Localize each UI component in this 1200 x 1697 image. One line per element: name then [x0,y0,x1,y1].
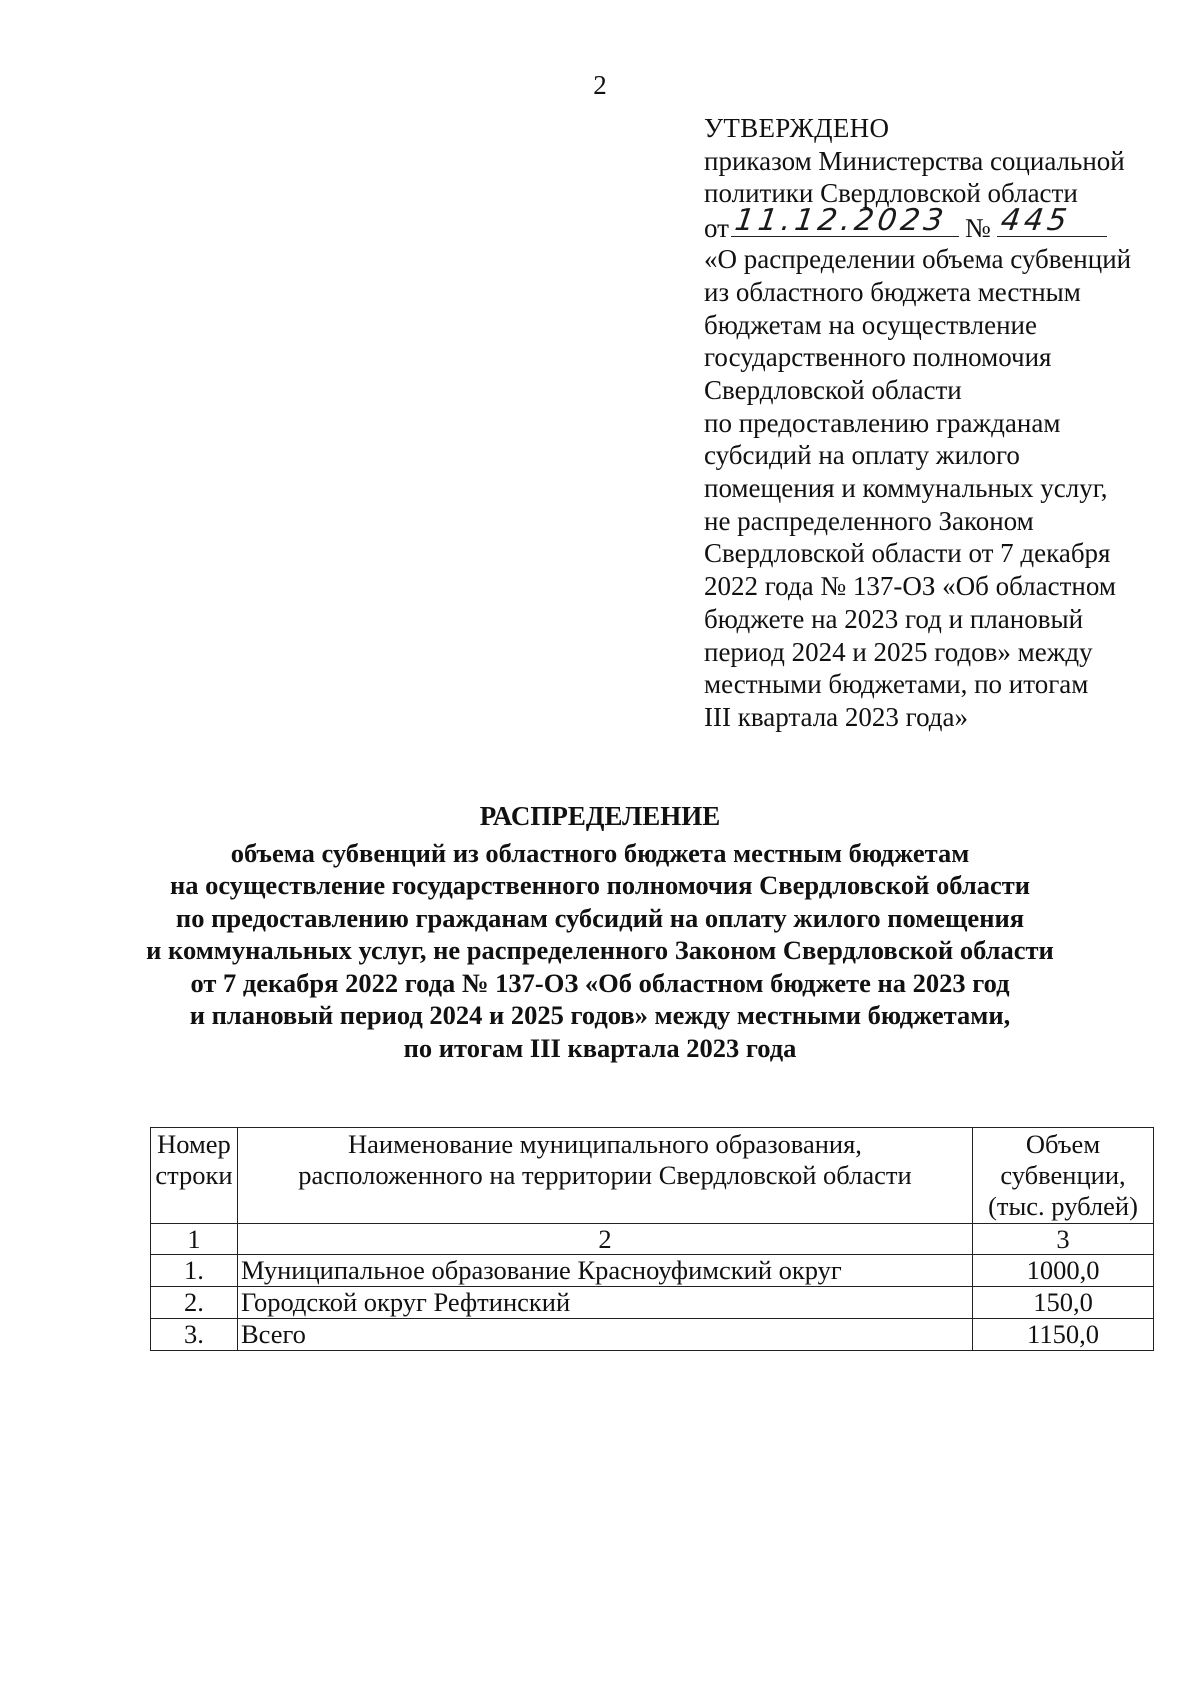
document-title [0,800,1200,1064]
order-number-field [997,203,1107,239]
title-line: по предоставлению гражданам субсидий на оплату жилого помещения [175,902,1025,933]
approval-line: из областного бюджета местным [704,276,1081,307]
title-line: и плановый период 2024 и 2025 годов» между местными бюджетами, [189,1000,1011,1030]
approval-line: субсидий на оплату жилого [704,440,1020,471]
row-number-cell: 1. [151,1255,238,1287]
order-date-number-row [704,203,1174,244]
page-number: 2 [593,70,607,100]
column-index-cell: 3 [973,1224,1154,1255]
table-header-row [151,1128,1154,1224]
volume-cell: 1150,0 [973,1319,1154,1351]
approval-line: государственного полномочия [704,342,1052,373]
approval-line: бюджетам на осуществление [704,309,1037,340]
approval-line: 2022 года № 137-ОЗ «Об областном [704,571,1116,602]
column-index-cell: 1 [151,1224,238,1255]
approval-line: III квартала 2023 года» [704,701,969,732]
approval-line: по предоставлению гражданам [704,407,1061,438]
header-text: Объем [1025,1129,1101,1159]
header-row-number [151,1128,238,1224]
header-text: субвенции, [1000,1160,1126,1190]
row-number-cell: 2. [151,1287,238,1319]
column-index-cell: 2 [237,1224,972,1255]
table-row-total [151,1319,1154,1351]
header-text: Наименование муниципального образования, [348,1129,862,1159]
header-text: расположенного на территории Свердловской области [298,1160,912,1190]
column-index-row [151,1224,1154,1255]
approval-line: бюджете на 2023 год и плановый [704,603,1084,634]
header-municipality-name [237,1128,972,1224]
approval-line: Свердловской области от 7 декабря [704,538,1111,569]
header-subvention-volume [973,1128,1154,1224]
order-date-field [731,203,959,239]
header-text: строки [155,1160,233,1190]
header-text: (тыс. рублей) [988,1191,1138,1221]
approval-line: Свердловской области [704,374,962,405]
volume-cell: 150,0 [973,1287,1154,1319]
municipality-name-cell: Городской округ Рефтинский [237,1287,972,1319]
approval-line: приказом Министерства социальной [704,145,1125,176]
table-row [151,1255,1154,1287]
approval-line: период 2024 и 2025 годов» между [704,636,1093,667]
municipality-name-cell: Муниципальное образование Красноуфимский округ [237,1255,972,1287]
title-line: объема субвенций из областного бюджета местным бюджетам [230,837,970,868]
municipality-name-cell: Всего [237,1319,972,1351]
title-line: на осуществление государственного полномочия Свердловской области [169,870,1031,900]
table-row [151,1287,1154,1319]
order-number-handwritten: 445 [998,203,1073,239]
from-label: от [704,213,729,244]
title-line: по итогам III квартала 2023 года [403,1032,797,1063]
volume-cell: 1000,0 [973,1255,1154,1287]
approval-block [704,112,1174,734]
title-line: от 7 декабря 2022 года № 137-ОЗ «Об областном бюджете на 2023 год [190,967,1010,998]
distribution-table [150,1127,1154,1351]
order-date-handwritten: 11.12.2023 [732,203,950,239]
approval-line: «О распределении объема субвенций [704,244,1132,275]
number-label: № [964,213,991,244]
title-line: и коммунальных услуг, не распределенного Законом Свердловской области [146,935,1054,965]
approval-line: не распределенного Законом [704,505,1034,536]
approved-label: УТВЕРЖДЕНО [704,113,890,143]
header-text: Номер [157,1129,231,1159]
row-number-cell: 3. [151,1319,238,1351]
title-heading: РАСПРЕДЕЛЕНИЕ [479,801,721,831]
approval-line: помещения и коммунальных услуг, [704,473,1108,504]
approval-line: политики Свердловской области [704,178,1078,209]
approval-line: местными бюджетами, по итогам [704,669,1089,700]
